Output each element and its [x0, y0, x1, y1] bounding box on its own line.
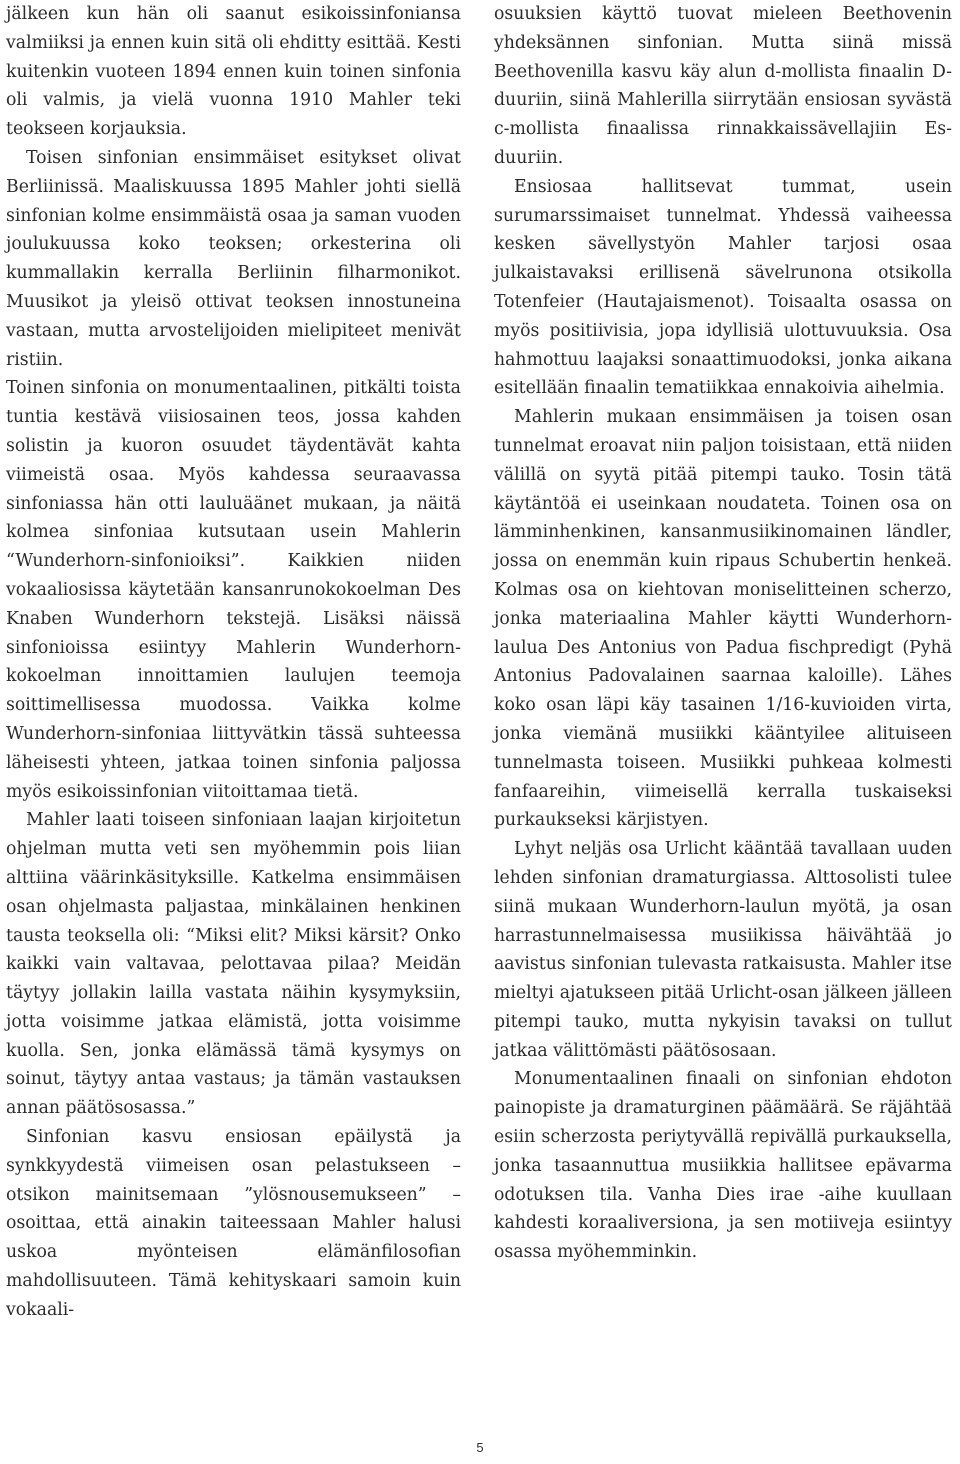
right-text-column	[494, 0, 952, 1267]
paragraph: osuuksien käyttö tuovat mieleen Beethovenin yhdeksännen sinfonian. Mutta siinä missä Beethovenilla kasvu käy alun d-mollista finaalin D-duuriin, siinä Mahlerilla siirrytään ensiosan syvästä c-mollista finaalissa rinnakkaissävellajiin Es-duuriin.	[494, 4, 952, 168]
paragraph: Mahler laati toiseen sinfoniaan laajan kirjoitetun ohjelman mutta veti sen myöhemmin pois liian alttiina väärinkäsityksille. Katkelma ensimmäisen osan ohjelmasta paljastaa, minkälainen henkinen tausta teoksella oli: “Miksi elit? Miksi kärsit? Onko kaikki vain valtavaa, pelottavaa pilaa? Meidän täytyy jollakin lailla vastata näihin kysymyksiin, jotta voisimme jatkaa elämistä, jotta voisimme kuolla. Sen, jonka elämässä tämä kysymys on soinut, täytyy antaa vastaus; ja tämän vastauksen annan päätösosassa.”	[6, 810, 461, 1119]
page-number: 5	[476, 1440, 484, 1455]
paragraph: Ensiosaa hallitsevat tummat, usein surumarssimaiset tunnelmat. Yhdessä vaiheessa kesken sävellystyön Mahler tarjosi osaa julkaistavaksi erillisenä sävelrunona otsikolla Totenfeier (Hautajaismenot). Toisaalta osassa on myös positiivisia, jopa idyllisiä ulottuvuuksia. Osa hahmottuu laajaksi sonaattimuodoksi, jonka aikana esitellään finaalin tematiikkaa ennakoivia aihelmia.	[494, 176, 952, 399]
paragraph: Mahlerin mukaan ensimmäisen ja toisen osan tunnelmat eroavat niin paljon toisistaan, että niiden välillä on syytä pitää pitempi tauko. Tosin tätä käytäntöä ei useinkaan noudateta. Toinen osa on lämminhenkinen, kansanmusiikinomainen ländler, jossa on enemmän kuin ripaus Schubertin henkeä. Kolmas osa on kiehtovan moniselitteinen scherzo, jonka materiaalina Mahler käytti Wunderhorn-laulua Des Antonius von Padua fischpredigt (Pyhä Antonius Padovalainen saarnaa kaloille). Lähes koko osan läpi käy tasainen 1/16-kuvioiden virta, jonka viemänä musiikki kääntyilee alituiseen tunnelmasta toiseen. Musiikki puhkeaa kolmesti fanfaareihin, viimeisellä kerralla tuskaiseksi purkaukseksi kärjistyen.	[494, 407, 952, 831]
left-text-column	[6, 0, 461, 1325]
paragraph: Sinfonian kasvu ensiosan epäilystä ja synkkyydestä viimeisen osan pelastukseen – otsikon mainitsemaan ”ylösnousemukseen” – osoittaa, että ainakin taiteessaan Mahler halusi uskoa myönteisen elämänfilosofian mahdollisuuteen. Tämä kehityskaari samoin kuin vokaali-	[6, 1127, 461, 1320]
paragraph: Monumentaalinen finaali on sinfonian ehdoton painopiste ja dramaturginen päämäärä. Se räjähtää esiin scherzosta periytyvällä repivällä purkauksella, jonka tasaannuttua musiikkia hallitsee epävarma odotuksen tila. Vanha Dies irae -aihe kuullaan kahdesti koraaliversiona, ja sen motiiveja esiintyy osassa myöhemminkin.	[494, 1069, 952, 1263]
paragraph: Lyhyt neljäs osa Urlicht kääntää tavallaan uuden lehden sinfonian dramaturgiassa. Alttosolisti tulee siinä mukaan Wunderhorn-laulun myötä, ja osan harrastunnelmaisessa musiikissa häivähtää jo aavistus sinfonian tulevasta ratkaisusta. Mahler itse mieltyi ajatukseen pitää Urlicht-osan jälkeen jälleen pitempi tauko, mutta nykyisin tavaksi on tullut jatkaa välittömästi päätösosaan.	[494, 839, 952, 1061]
paragraph: Toisen sinfonian ensimmäiset esitykset olivat Berliinissä. Maaliskuussa 1895 Mahler johti siellä sinfonian kolme ensimmäistä osaa ja saman vuoden joulukuussa koko teoksen; orkesterina oli kummallakin kerralla Berliinin filharmonikot. Muusikot ja yleisö ottivat teoksen innostuneina vastaan, mutta arvostelijoiden mielipiteet menivät ristiin.	[6, 147, 461, 370]
paragraph: Toinen sinfonia on monumentaalinen, pitkälti toista tuntia kestävä viisiosainen teos, jossa kahden solistin ja kuoron osuudet täydentävät kahta viimeistä osaa. Myös kahdessa seuraavassa sinfoniassa hän otti lauluäänet mukaan, ja näitä kolmea sinfoniaa kutsutaan usein Mahlerin “Wunderhorn-sinfonioiksi”. Kaikkien niiden vokaaliosissa käytetään kansanrunokokoelman Des Knaben Wunderhorn tekstejä. Lisäksi näissä sinfonioissa esiintyy Mahlerin Wunderhorn-kokoelman innoittamien laulujen teemoja soittimellisessa muodossa. Vaikka kolme Wunderhorn-sinfoniaa liittyvätkin tässä suhteessa läheisesti yhteen, jatkaa toinen sinfonia paljossa myös esikoissinfonian viitoittamaa tietä.	[6, 378, 461, 802]
paragraph: jälkeen kun hän oli saanut esikoissinfoniansa valmiiksi ja ennen kuin sitä oli ehditty esittää. Kesti kuitenkin vuoteen 1894 ennen kuin toinen sinfonia oli valmis, ja vielä vuonna 1910 Mahler teki teokseen korjauksia.	[6, 4, 461, 140]
